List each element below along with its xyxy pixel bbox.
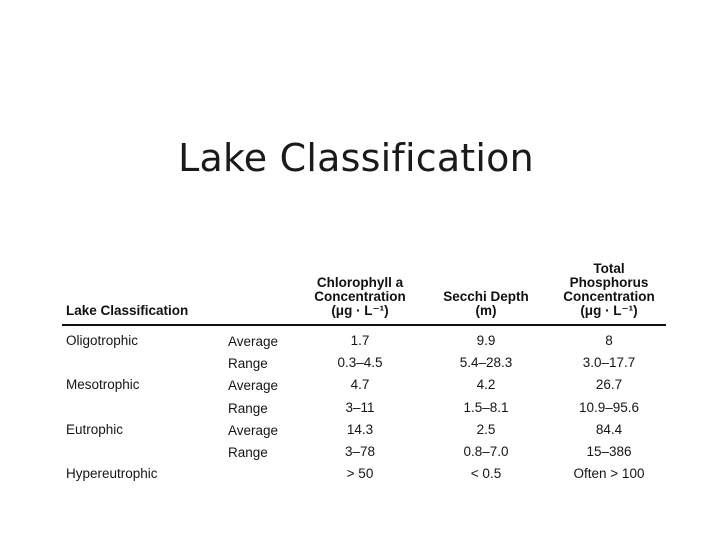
header-chlorophyll-line1: Chlorophyll a	[316, 275, 404, 290]
row-4-chlorophyll: 3–11	[345, 400, 375, 415]
row-2-secchi: 5.4–28.3	[459, 355, 513, 370]
header-chlorophyll-line2: Concentration	[314, 289, 406, 304]
row-6-phosphorus: 15–386	[586, 444, 632, 459]
header-secchi-line2: (m)	[475, 303, 497, 318]
row-7-secchi: < 0.5	[470, 466, 502, 481]
row-6-stat: Range	[228, 445, 268, 460]
lake-classification-table	[62, 256, 666, 488]
header-phosphorus-line3: Concentration	[563, 289, 655, 304]
row-6-chlorophyll: 3–78	[344, 444, 376, 459]
row-2-stat: Range	[228, 356, 268, 371]
row-4-stat: Range	[228, 401, 268, 416]
header-phosphorus-line2: Phosphorus	[569, 275, 649, 290]
row-1-classification: Oligotrophic	[66, 333, 139, 348]
row-5-chlorophyll: 14.3	[346, 422, 374, 437]
row-4-secchi: 1.5–8.1	[463, 400, 509, 415]
header-lake-classification	[66, 304, 188, 318]
row-2-chlorophyll: 0.3–4.5	[337, 355, 383, 370]
row-6-secchi: 0.8–7.0	[463, 444, 509, 459]
row-5-classification: Eutrophic	[66, 422, 124, 437]
row-1-phosphorus: 8	[605, 333, 613, 348]
row-7-phosphorus: Often > 100	[573, 466, 645, 481]
row-3-stat: Average	[228, 378, 279, 393]
header-phosphorus-line4: (μg · L⁻¹)	[580, 303, 638, 318]
row-3-chlorophyll: 4.7	[350, 377, 370, 392]
header-chlorophyll	[298, 276, 422, 318]
slide-title: Lake Classification	[178, 136, 534, 180]
row-7-classification: Hypereutrophic	[66, 466, 158, 481]
row-7-chlorophyll: > 50	[346, 466, 374, 481]
row-5-secchi: 2.5	[476, 422, 496, 437]
row-3-secchi: 4.2	[476, 377, 496, 392]
row-1-chlorophyll: 1.7	[350, 333, 370, 348]
header-secchi-depth	[434, 290, 538, 318]
header-secchi-line1: Secchi Depth	[443, 289, 529, 304]
header-phosphorus-line1: Total	[593, 261, 625, 276]
row-1-stat: Average	[228, 334, 279, 349]
header-chlorophyll-line3: (μg · L⁻¹)	[331, 303, 389, 318]
row-4-phosphorus: 10.9–95.6	[578, 400, 640, 415]
row-3-phosphorus: 26.7	[595, 377, 623, 392]
row-5-phosphorus: 84.4	[595, 422, 623, 437]
row-5-stat: Average	[228, 423, 279, 438]
header-total-phosphorus	[552, 262, 666, 318]
row-1-secchi: 9.9	[476, 333, 496, 348]
header-rule	[62, 324, 666, 326]
header-lake-classification-text: Lake Classification	[66, 303, 189, 318]
row-3-classification: Mesotrophic	[66, 377, 140, 392]
row-2-phosphorus: 3.0–17.7	[582, 355, 636, 370]
